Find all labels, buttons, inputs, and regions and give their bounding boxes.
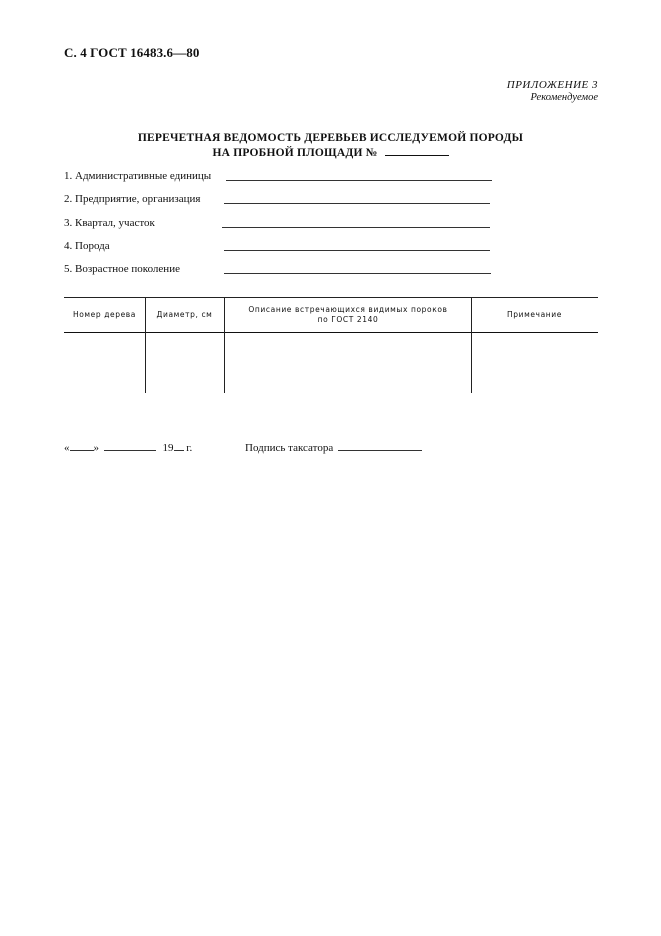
table-header-defects: Описание встречающихся видимых пороков по ГОСТ 2140 [248,305,448,324]
field-line-enterprise[interactable] [224,203,490,204]
plot-number-blank[interactable] [385,146,449,156]
date-quote-open: « [64,442,70,454]
field-line-admin-units[interactable] [226,180,492,181]
field-line-quarter[interactable] [222,227,490,228]
document-title-line-1: ПЕРЕЧЕТНАЯ ВЕДОМОСТЬ ДЕРЕВЬЕВ ИССЛЕДУЕМОЙ ПОРОДЫ [137,132,524,144]
document-title-line-2-text: НА ПРОБНОЙ ПЛОЩАДИ № [212,147,378,159]
signature-line [245,441,422,454]
page-header: С. 4 ГОСТ 16483.6—80 [64,45,200,60]
field-label-species: 4. Порода [64,240,110,252]
field-label-age-generation: 5. Возрастное поколение [64,263,180,275]
field-label-enterprise: 2. Предприятие, организация [64,193,201,205]
field-line-species[interactable] [224,250,490,251]
field-line-age-generation[interactable] [224,273,491,274]
signature-label: Подпись таксатора [245,442,334,454]
table-header-tree-number: Номер дерева [72,310,137,319]
year-suffix: г. [186,442,193,454]
appendix-title: ПРИЛОЖЕНИЕ 3 [506,79,598,91]
field-label-quarter: 3. Квартал, участок [64,217,155,229]
day-blank[interactable] [70,441,94,451]
appendix-subtitle: Рекомендуемое [530,92,598,103]
table-header-note: Примечание [507,310,562,319]
table-column-divider [224,297,225,393]
field-label-admin-units: 1. Административные единицы [64,170,212,182]
table-header-diameter: Диаметр, см [156,310,213,319]
date-quote-close: » [93,442,99,454]
month-blank[interactable] [104,441,156,451]
document-title-line-2 [0,146,661,159]
date-line [64,441,192,454]
signature-blank[interactable] [338,441,422,451]
year-blank[interactable] [174,441,184,451]
year-prefix: 19 [162,442,174,454]
